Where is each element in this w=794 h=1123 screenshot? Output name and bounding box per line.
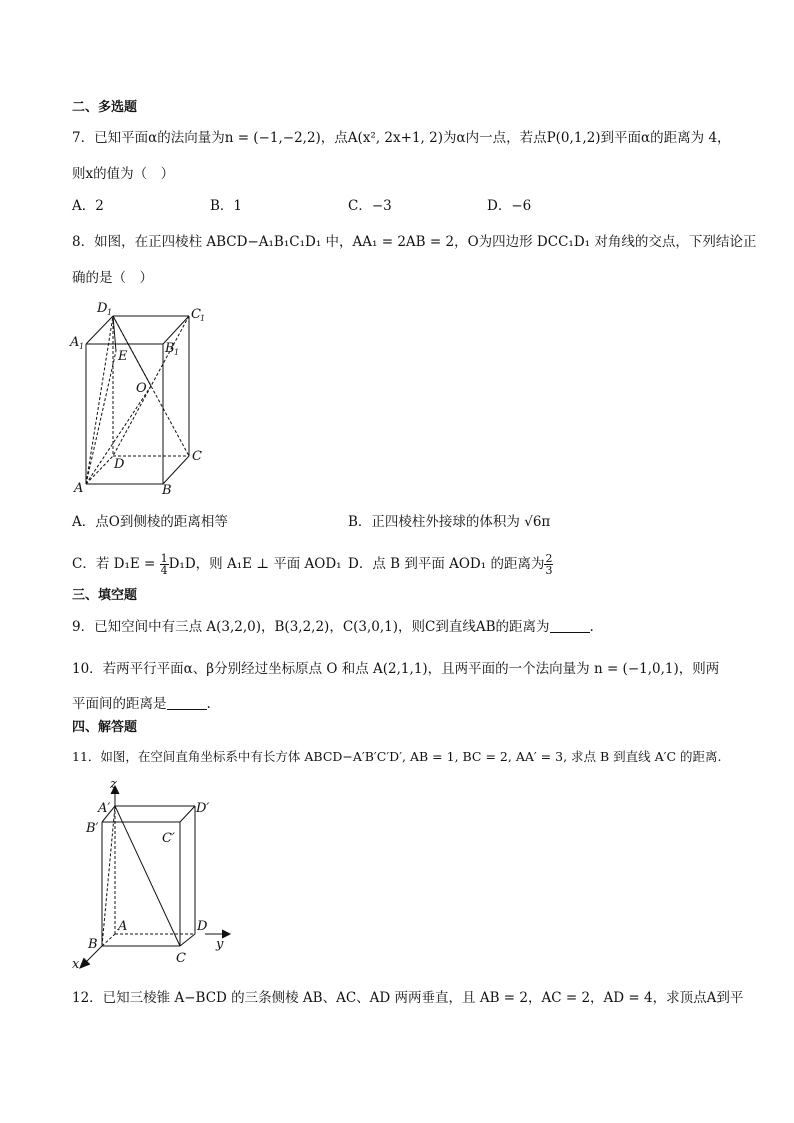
cuboid-axes-figure <box>70 774 240 974</box>
svg-text:1: 1 <box>200 314 206 323</box>
label-B: B <box>162 483 172 498</box>
label-C: C <box>192 449 202 464</box>
label-A: A <box>118 919 128 934</box>
label-D1: D <box>97 301 108 316</box>
question-9: 9．已知空间中有三点 A(3,2,0)，B(3,2,2)，C(3,0,1)，则C到直线AB的距离为 . <box>72 619 594 635</box>
q8-option-c: C．若 D₁E = $\frac{1}{4}$ D₁D，则 A₁E ⊥ 平面 AOD₁ <box>72 552 342 577</box>
svg-text:1: 1 <box>79 342 85 351</box>
svg-text:1: 1 <box>174 348 180 357</box>
label-A1: A <box>70 335 80 350</box>
fraction-two-thirds: $\frac{2}{3}$ <box>545 552 553 577</box>
label-B: B <box>88 937 98 952</box>
section-heading-solutions: 四、解答题 <box>72 720 138 735</box>
label-B-prime: B′ <box>86 821 99 836</box>
fraction-one-quarter: $\frac{1}{4}$ <box>160 552 168 577</box>
question-11: 11．如图，在空间直角坐标系中有长方体 ABCD−A′B′C′D′, AB = 1, BC = 2, AA′ = 3, 求点 B 到直线 A′C 的距离. <box>72 749 722 764</box>
question-7-line-2: 则x的值为（ ） <box>72 166 175 182</box>
q7-option-a: A．2 <box>72 198 104 214</box>
q8-option-b: B．正四棱柱外接球的体积为 √6π <box>348 514 551 530</box>
question-12: 12．已知三棱锥 A−BCD 的三条侧棱 AB、AC、AD 两两垂直，且 AB = 2，AC = 2，AD = 4，求顶点A到平 <box>72 990 744 1006</box>
label-O: O <box>136 381 147 396</box>
axis-x-label: x <box>72 957 80 972</box>
label-D-prime: D′ <box>196 801 210 816</box>
axis-y-label: y <box>216 937 224 952</box>
label-C: C <box>176 951 186 966</box>
q7-option-c: C．−3 <box>348 198 392 214</box>
label-A: A <box>74 481 84 496</box>
q8-option-a: A．点O到侧棱的距离相等 <box>72 514 228 530</box>
label-D: D <box>114 457 125 472</box>
question-8-line-1: 8．如图，在正四棱柱 ABCD−A₁B₁C₁D₁ 中，AA₁ = 2AB = 2，O为四边形 DCC₁D₁ 对角线的交点，下列结论正 <box>72 234 757 250</box>
q7-option-d: D．−6 <box>487 198 532 214</box>
label-A-prime: A′ <box>98 801 111 816</box>
section-heading-fill-blank: 三、填空题 <box>72 588 138 603</box>
question-10-line-1: 10．若两平行平面α、β分别经过坐标原点 O 和点 A(2,1,1)，且两平面的一个法向量为 n = (−1,0,1)，则两 <box>72 661 720 677</box>
label-D: D <box>197 919 208 934</box>
question-7-line-1: 7．已知平面α的法向量为n = (−1,−2,2)，点A(x², 2x+1, 2)为α内一点，若点P(0,1,2)到平面α的距离为 4， <box>72 130 731 146</box>
question-8-line-2: 确的是（ ） <box>72 270 153 286</box>
answer-blank[interactable] <box>550 620 590 633</box>
question-10-line-2: 平面间的距离是 . <box>72 696 211 712</box>
label-C1: C <box>191 307 201 322</box>
label-B1: B <box>165 341 175 356</box>
answer-blank[interactable] <box>167 697 207 710</box>
prism-figure <box>66 296 216 501</box>
section-heading-multi-choice: 二、多选题 <box>72 100 138 115</box>
q8-option-d: D．点 B 到平面 AOD₁ 的距离为 $\frac{2}{3}$ <box>348 552 553 577</box>
svg-text:1: 1 <box>107 308 113 317</box>
q7-option-b: B．1 <box>210 198 243 214</box>
axis-z-label: z <box>110 777 117 792</box>
label-E: E <box>118 349 128 364</box>
label-C-prime: C′ <box>162 831 175 846</box>
